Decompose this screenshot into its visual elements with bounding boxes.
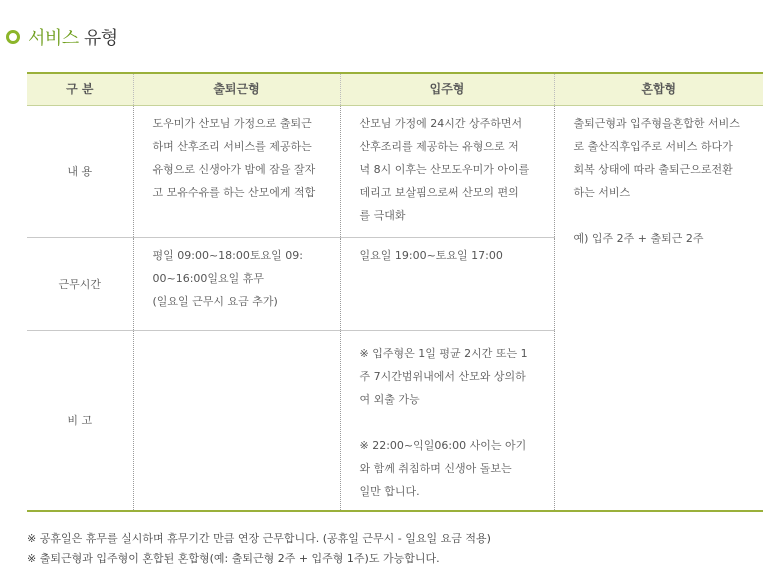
section-title: 서비스 유형 — [28, 28, 118, 49]
row-label-remarks: 비 고 — [27, 331, 133, 511]
service-type-table — [27, 72, 763, 512]
footnotes — [27, 529, 491, 569]
section-heading — [6, 24, 118, 50]
cell-mixed: 출퇴근형과 입주형을혼합한 서비스 로 출산직후입주로 서비스 하다가 회복 상태에 따라 출퇴근으로전환 하는 서비스 예) 입주 2주 + 출퇴근 2주 — [554, 106, 763, 511]
footnote-mixed: ※ 출퇴근형과 입주형이 혼합된 혼합형(예: 출퇴근형 2주 + 입주형 1주)도 가능합니다. — [27, 552, 440, 565]
table-header-row — [27, 73, 763, 106]
table-row — [27, 106, 763, 238]
cell-livein-content: 산모님 가정에 24시간 상주하면서 산후조리를 제공하는 유형으로 저 녁 8시 이후는 산모도우미가 아이를 데리고 보살핌으로써 산모의 편의 를 극대화 — [340, 106, 554, 238]
row-label-content: 내 용 — [27, 106, 133, 238]
header-commute: 출퇴근형 — [133, 73, 340, 106]
cell-livein-hours: 일요일 19:00~토요일 17:00 — [340, 238, 554, 331]
header-mixed: 혼합형 — [554, 73, 763, 106]
circle-bullet-icon — [6, 30, 20, 44]
cell-commute-remarks — [133, 331, 340, 511]
header-livein: 입주형 — [340, 73, 554, 106]
header-category: 구 분 — [27, 73, 133, 106]
cell-commute-hours: 평일 09:00~18:00토요일 09: 00~16:00일요일 휴무 (일요일 근무시 요금 추가) — [133, 238, 340, 331]
row-label-hours: 근무시간 — [27, 238, 133, 331]
cell-commute-content: 도우미가 산모님 가정으로 출퇴근 하며 산후조리 서비스를 제공하는 유형으로 신생아가 밤에 잠을 잘자 고 모유수유를 하는 산모에게 적합 — [133, 106, 340, 238]
cell-livein-remarks: ※ 입주형은 1일 평균 2시간 또는 1 주 7시간범위내에서 산모와 상의하 여 외출 가능 ※ 22:00~익일06:00 사이는 아기 와 함께 취침하며 신생아 돌보는 일만 합니다. — [340, 331, 554, 511]
footnote-holiday: ※ 공휴일은 휴무를 실시하며 휴무기간 만큼 연장 근무합니다. (공휴일 근무시 - 일요일 요금 적용) — [27, 532, 491, 545]
